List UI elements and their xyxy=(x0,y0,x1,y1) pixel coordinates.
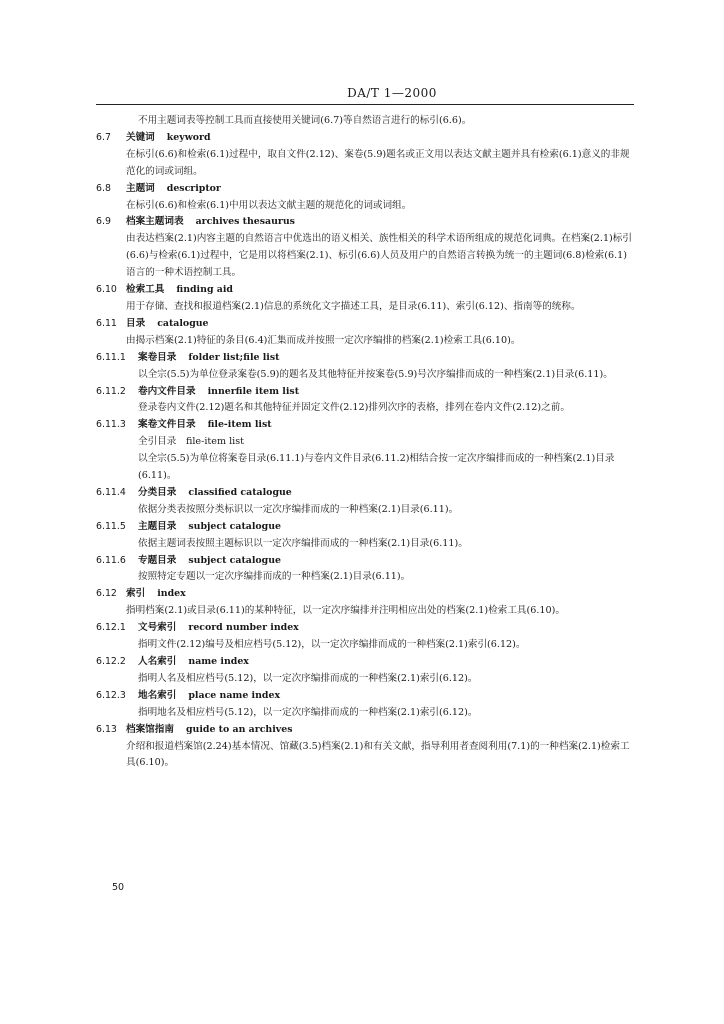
term-english: archives thesaurus xyxy=(195,216,295,228)
term-entry xyxy=(96,350,636,384)
term-heading xyxy=(96,553,636,570)
term-heading xyxy=(96,384,636,401)
term-entry xyxy=(96,519,636,553)
definition-text: 依据主题词表按照主题标识以一定次序编排而成的一种档案(2.1)目录(6.11)。 xyxy=(138,537,468,549)
clause-number: 6.10 xyxy=(96,284,117,296)
term-entry xyxy=(96,654,636,688)
clause-number: 6.11 xyxy=(96,317,117,329)
header-rule xyxy=(96,104,634,105)
term-english: file-item list xyxy=(207,419,272,431)
term-heading xyxy=(96,722,636,739)
term-entry xyxy=(96,688,636,722)
term-heading xyxy=(96,214,636,231)
term-english: innerfile item list xyxy=(207,385,300,397)
definition-text: 由表达档案(2.1)内容主题的自然语言中优选出的语义相关、族性相关的科学术语所组成的规范化词典。在档案(2.1)标引(6.6)与检索(6.1)过程中，它是用以将档案(2.1)、标引(6.6)人员及用户的自然语言转换为统一的主题词(6.8)检索(6.1)语言的一种术语控制工具。 xyxy=(126,233,632,279)
term-chinese: 地名索引 xyxy=(138,689,177,701)
term-entry xyxy=(96,485,636,519)
page-number: 50 xyxy=(112,882,125,893)
clause-number: 6.11.3 xyxy=(96,419,126,431)
page-header xyxy=(0,86,724,100)
definition-text: 指明地名及相应档号(5.12)，以一定次序编排而成的一种档案(2.1)索引(6.12)。 xyxy=(138,706,478,718)
clause-number: 6.8 xyxy=(96,182,111,194)
term-heading xyxy=(96,485,636,502)
definition-text: 由揭示档案(2.1)特征的条目(6.4)汇集而成并按照一定次序编排的档案(2.1)检索工具(6.10)。 xyxy=(126,334,521,346)
term-entry xyxy=(96,130,636,181)
term-english: folder list;file list xyxy=(188,351,280,363)
term-chinese: 主题目录 xyxy=(138,520,177,532)
term-heading xyxy=(96,620,636,637)
term-chinese: 案卷文件目录 xyxy=(138,419,196,431)
term-english: subject catalogue xyxy=(188,520,282,532)
term-heading xyxy=(96,519,636,536)
term-chinese: 主题词 xyxy=(126,182,155,194)
term-english: catalogue xyxy=(157,317,209,329)
definition-text: 按照特定专题以一定次序编排而成的一种档案(2.1)目录(6.11)。 xyxy=(138,571,411,583)
document-body xyxy=(96,113,636,772)
term-heading xyxy=(96,417,636,434)
term-chinese: 检索工具 xyxy=(126,284,165,296)
clause-number: 6.11.1 xyxy=(96,351,126,363)
term-english: index xyxy=(157,588,186,600)
term-heading xyxy=(96,350,636,367)
term-english: finding aid xyxy=(176,284,233,296)
term-entry xyxy=(96,181,636,215)
definition-text: 介绍和报道档案馆(2.24)基本情况、馆藏(3.5)档案(2.1)和有关文献，指导利用者查阅利用(7.1)的一种档案(2.1)检索工具(6.10)。 xyxy=(126,740,630,769)
definition-text: 用于存储、查找和报道档案(2.1)信息的系统化文字描述工具，是目录(6.11)、索引(6.12)、指南等的统称。 xyxy=(126,300,581,312)
term-english: guide to an archives xyxy=(185,723,293,735)
term-chinese: 分类目录 xyxy=(138,486,177,498)
term-entry xyxy=(96,553,636,587)
term-chinese: 关键词 xyxy=(126,131,155,143)
term-entry xyxy=(96,417,636,485)
clause-number: 6.13 xyxy=(96,723,117,735)
term-english: name index xyxy=(188,656,249,667)
definition-text: 以全宗(5.5)为单位将案卷目录(6.11.1)与卷内文件目录(6.11.2)相结合按一定次序编排而成的一种档案(2.1)目录(6.11)。 xyxy=(138,453,615,482)
term-english: classified catalogue xyxy=(188,486,292,498)
term-heading xyxy=(96,181,636,198)
term-heading xyxy=(96,654,636,671)
standard-code: DA/T 1—2000 xyxy=(347,86,437,100)
term-heading xyxy=(96,688,636,705)
term-entry xyxy=(96,586,636,620)
definition-text: 在标引(6.6)和检索(6.1)中用以表达文献主题的规范化的词或词组。 xyxy=(126,199,412,211)
term-english: descriptor xyxy=(166,182,221,194)
clause-number: 6.11.2 xyxy=(96,385,126,397)
term-english: subject catalogue xyxy=(188,554,282,566)
term-chinese: 卷内文件目录 xyxy=(138,385,196,397)
term-chinese: 人名索引 xyxy=(138,656,177,667)
definition-text: 全引目录 file-item list xyxy=(138,436,245,448)
clause-number: 6.12.1 xyxy=(96,622,126,634)
clause-number: 6.7 xyxy=(96,131,111,143)
term-chinese: 索引 xyxy=(126,588,146,600)
term-entry xyxy=(96,214,636,282)
term-entry xyxy=(96,384,636,418)
term-heading xyxy=(96,316,636,333)
continued-paragraph: 不用主题词表等控制工具而直接使用关键词(6.7)等自然语言进行的标引(6.6)。 xyxy=(138,115,472,126)
term-heading xyxy=(96,130,636,147)
term-chinese: 档案主题词表 xyxy=(126,216,184,228)
definition-text: 登录卷内文件(2.12)题名和其他特征并固定文件(2.12)排列次序的表格，排列在卷内文件(2.12)之前。 xyxy=(138,402,570,414)
term-chinese: 文号索引 xyxy=(138,622,177,634)
term-english: record number index xyxy=(188,622,299,634)
term-chinese: 目录 xyxy=(126,317,146,329)
clause-number: 6.11.6 xyxy=(96,554,126,566)
term-entry xyxy=(96,620,636,654)
definition-text: 指明文件(2.12)编号及相应档号(5.12)，以一定次序编排而成的一种档案(2.1)索引(6.12)。 xyxy=(138,639,526,651)
clause-number: 6.12 xyxy=(96,588,117,600)
clause-number: 6.12.3 xyxy=(96,689,126,701)
term-chinese: 案卷目录 xyxy=(138,351,177,363)
term-entry xyxy=(96,316,636,350)
term-english: place name index xyxy=(188,689,281,701)
term-english: keyword xyxy=(166,131,211,143)
clause-number: 6.11.5 xyxy=(96,520,126,532)
definition-text: 指明档案(2.1)或目录(6.11)的某种特征，以一定次序编排并注明相应出处的档案(2.1)检索工具(6.10)。 xyxy=(126,605,565,617)
clause-number: 6.9 xyxy=(96,216,111,228)
term-chinese: 档案馆指南 xyxy=(126,723,174,735)
definition-text: 指明人名及相应档号(5.12)，以一定次序编排而成的一种档案(2.1)索引(6.12)。 xyxy=(138,672,478,684)
entry-list xyxy=(96,130,636,772)
term-heading xyxy=(96,586,636,603)
clause-number: 6.12.2 xyxy=(96,656,126,667)
term-heading xyxy=(96,282,636,299)
definition-text: 在标引(6.6)和检索(6.1)过程中，取自文件(2.12)、案卷(5.9)题名或正文用以表达文献主题并具有检索(6.1)意义的非规范化的词或词组。 xyxy=(126,148,630,177)
term-chinese: 专题目录 xyxy=(138,554,177,566)
clause-number: 6.11.4 xyxy=(96,486,126,498)
term-entry xyxy=(96,282,636,316)
term-entry xyxy=(96,722,636,773)
definition-text: 依据分类表按照分类标识以一定次序编排而成的一种档案(2.1)目录(6.11)。 xyxy=(138,503,459,515)
definition-text: 以全宗(5.5)为单位登录案卷(5.9)的题名及其他特征并按案卷(5.9)号次序编排而成的一种档案(2.1)目录(6.11)。 xyxy=(138,368,613,380)
